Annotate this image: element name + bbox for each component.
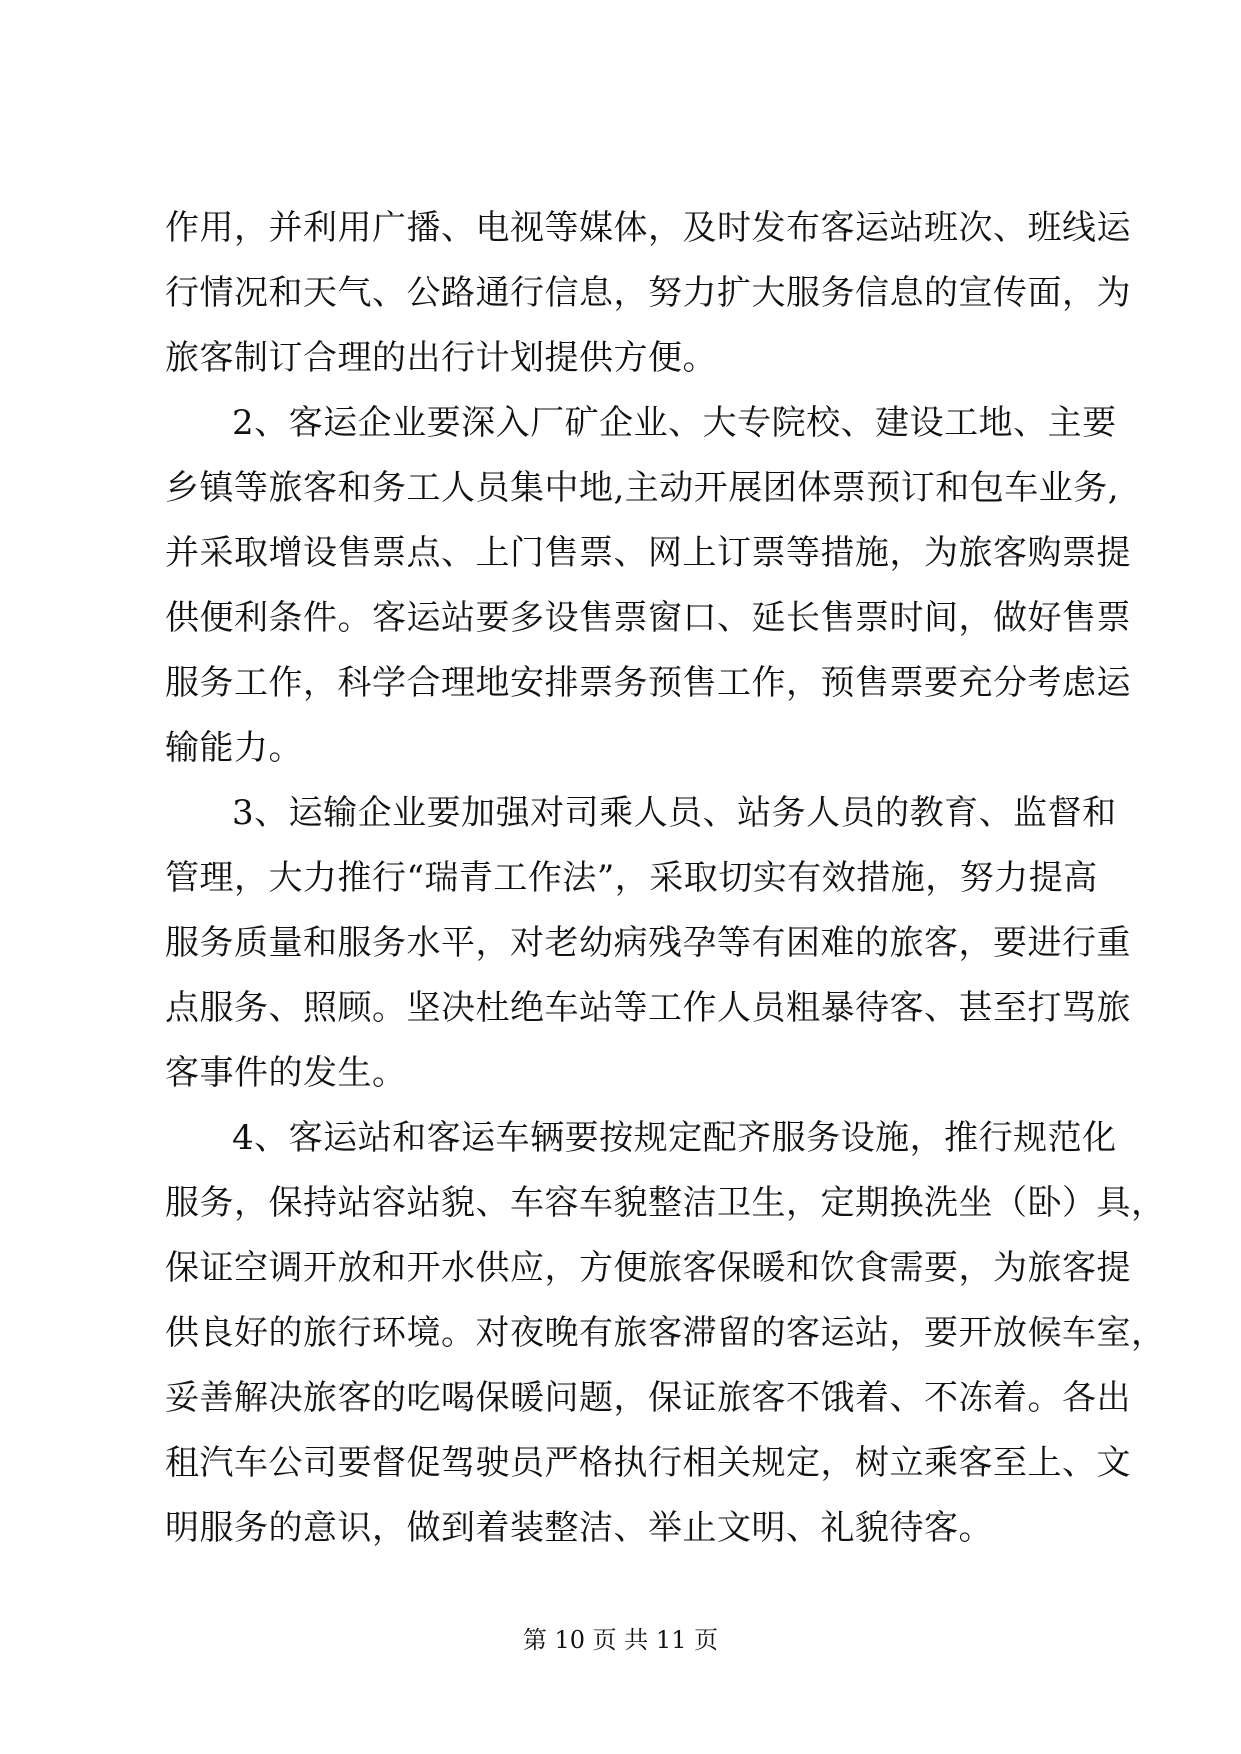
text-line: 客事件的发生。 <box>165 1053 407 1093</box>
text-line: 管理，大力推行“瑞青工作法”，采取切实有效措施，努力提高 <box>165 858 1098 898</box>
text-line: 服务质量和服务水平，对老幼病残孕等有困难的旅客，要进行重 <box>165 923 1131 963</box>
text-line: 租汽车公司要督促驾驶员严格执行相关规定，树立乘客至上、文 <box>165 1443 1131 1483</box>
paragraph-2-first-line: 2、客运企业要深入厂矿企业、大专院校、建设工地、主要 <box>232 403 1117 443</box>
text-line: 旅客制订合理的出行计划提供方便。 <box>165 338 717 378</box>
text-line: 服务，保持站容站貌、车容车貌整洁卫生，定期换洗坐（卧）具， <box>165 1183 1166 1223</box>
text-line: 乡镇等旅客和务工人员集中地,主动开展团体票预订和包车业务, <box>165 468 1120 508</box>
text-line: 供良好的旅行环境。对夜晚有旅客滞留的客运站，要开放候车室， <box>165 1313 1166 1353</box>
text-line: 行情况和天气、公路通行信息，努力扩大服务信息的宣传面，为 <box>165 273 1131 313</box>
paragraph-3-first-line: 3、运输企业要加强对司乘人员、站务人员的教育、监督和 <box>232 793 1117 833</box>
text-line: 服务工作，科学合理地安排票务预售工作，预售票要充分考虑运 <box>165 663 1131 703</box>
text-line: 作用，并利用广播、电视等媒体，及时发布客运站班次、班线运 <box>165 208 1131 248</box>
text-line: 供便利条件。客运站要多设售票窗口、延长售票时间，做好售票 <box>165 598 1131 638</box>
text-line: 点服务、照顾。坚决杜绝车站等工作人员粗暴待客、甚至打骂旅 <box>165 988 1131 1028</box>
text-line: 保证空调开放和开水供应，方便旅客保暖和饮食需要，为旅客提 <box>165 1248 1131 1288</box>
paragraph-4-first-line: 4、客运站和客运车辆要按规定配齐服务设施，推行规范化 <box>232 1118 1117 1158</box>
text-line: 妥善解决旅客的吃喝保暖问题，保证旅客不饿着、不冻着。各出 <box>165 1378 1131 1418</box>
page-footer: 第 10 页 共 11 页 <box>522 1626 719 1654</box>
text-line: 并采取增设售票点、上门售票、网上订票等措施，为旅客购票提 <box>165 533 1131 573</box>
text-line: 输能力。 <box>165 728 303 768</box>
text-line: 明服务的意识，做到着装整洁、举止文明、礼貌待客。 <box>165 1508 993 1548</box>
